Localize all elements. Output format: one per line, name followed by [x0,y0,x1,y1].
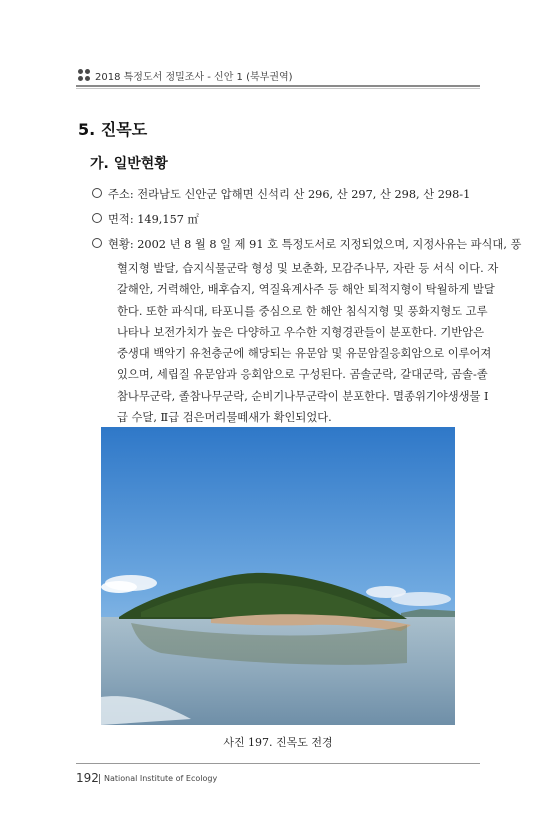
header-rule [76,85,480,87]
header-title: 2018 특정도서 정밀조사 - 신안 1 (북부권역) [95,72,293,83]
section-title: 5. 진목도 [78,120,148,139]
status-line: 참나무군락, 졸참나무군락, 순비기나무군락이 분포한다. 멸종위기야생생물 Ⅰ [117,389,489,403]
bullet-icon [92,188,102,198]
header-dots-icon [78,69,90,81]
status-line: 갈해안, 거력해안, 배후습지, 역질육계사주 등 해안 퇴적지형이 탁월하게 발달 [117,283,495,297]
status-first-line: 현황: 2002 년 8 월 8 일 제 91 호 특정도서로 지정되었으며, 지정사유는 파식대, 풍 [108,238,522,251]
status-line: 한다. 또한 파식대, 타포니를 중심으로 한 해안 침식지형 및 풍화지형도 고루 [117,304,488,318]
area-item [92,211,199,227]
header-rule-thin [76,88,480,89]
page-header [76,65,480,85]
address-text: 주소: 전라남도 신안군 압해면 신석리 산 296, 산 297, 산 298, 산 298-1 [108,188,471,201]
page-number: 192 [76,771,99,785]
status-body [117,258,499,428]
status-line: 나타나 보전가치가 높은 다양하고 우수한 지형경관들이 분포한다. 기반암은 [117,325,485,339]
status-line: 있으며, 세립질 유문암과 응회암으로 구성된다. 곰솔군락, 갈대군락, 곰솔-졸 [117,368,488,382]
status-item [92,236,521,252]
address-item [92,186,470,202]
page-footer [76,770,480,790]
bullet-icon [92,238,102,248]
status-line: 중생대 백악기 유천층군에 해당되는 유문암 및 유문암질응회암으로 이루어져 [117,347,492,361]
area-text: 면적: 149,157 ㎡ [108,213,199,226]
bullet-icon [92,213,102,223]
island-photo [101,427,455,725]
photo-caption: 사진 197. 진목도 전경 [223,736,333,749]
status-line: 혈지형 발달, 습지식물군락 형성 및 보춘화, 모감주나무, 자란 등 서식 이다. 자 [117,262,499,275]
footer-rule [76,763,480,764]
footer-organization: National Institute of Ecology [104,774,218,783]
subsection-title: 가. 일반현황 [90,156,168,172]
footer-separator [99,774,100,784]
status-line: 급 수달, Ⅱ급 검은머리물떼새가 확인되었다. [117,411,332,425]
